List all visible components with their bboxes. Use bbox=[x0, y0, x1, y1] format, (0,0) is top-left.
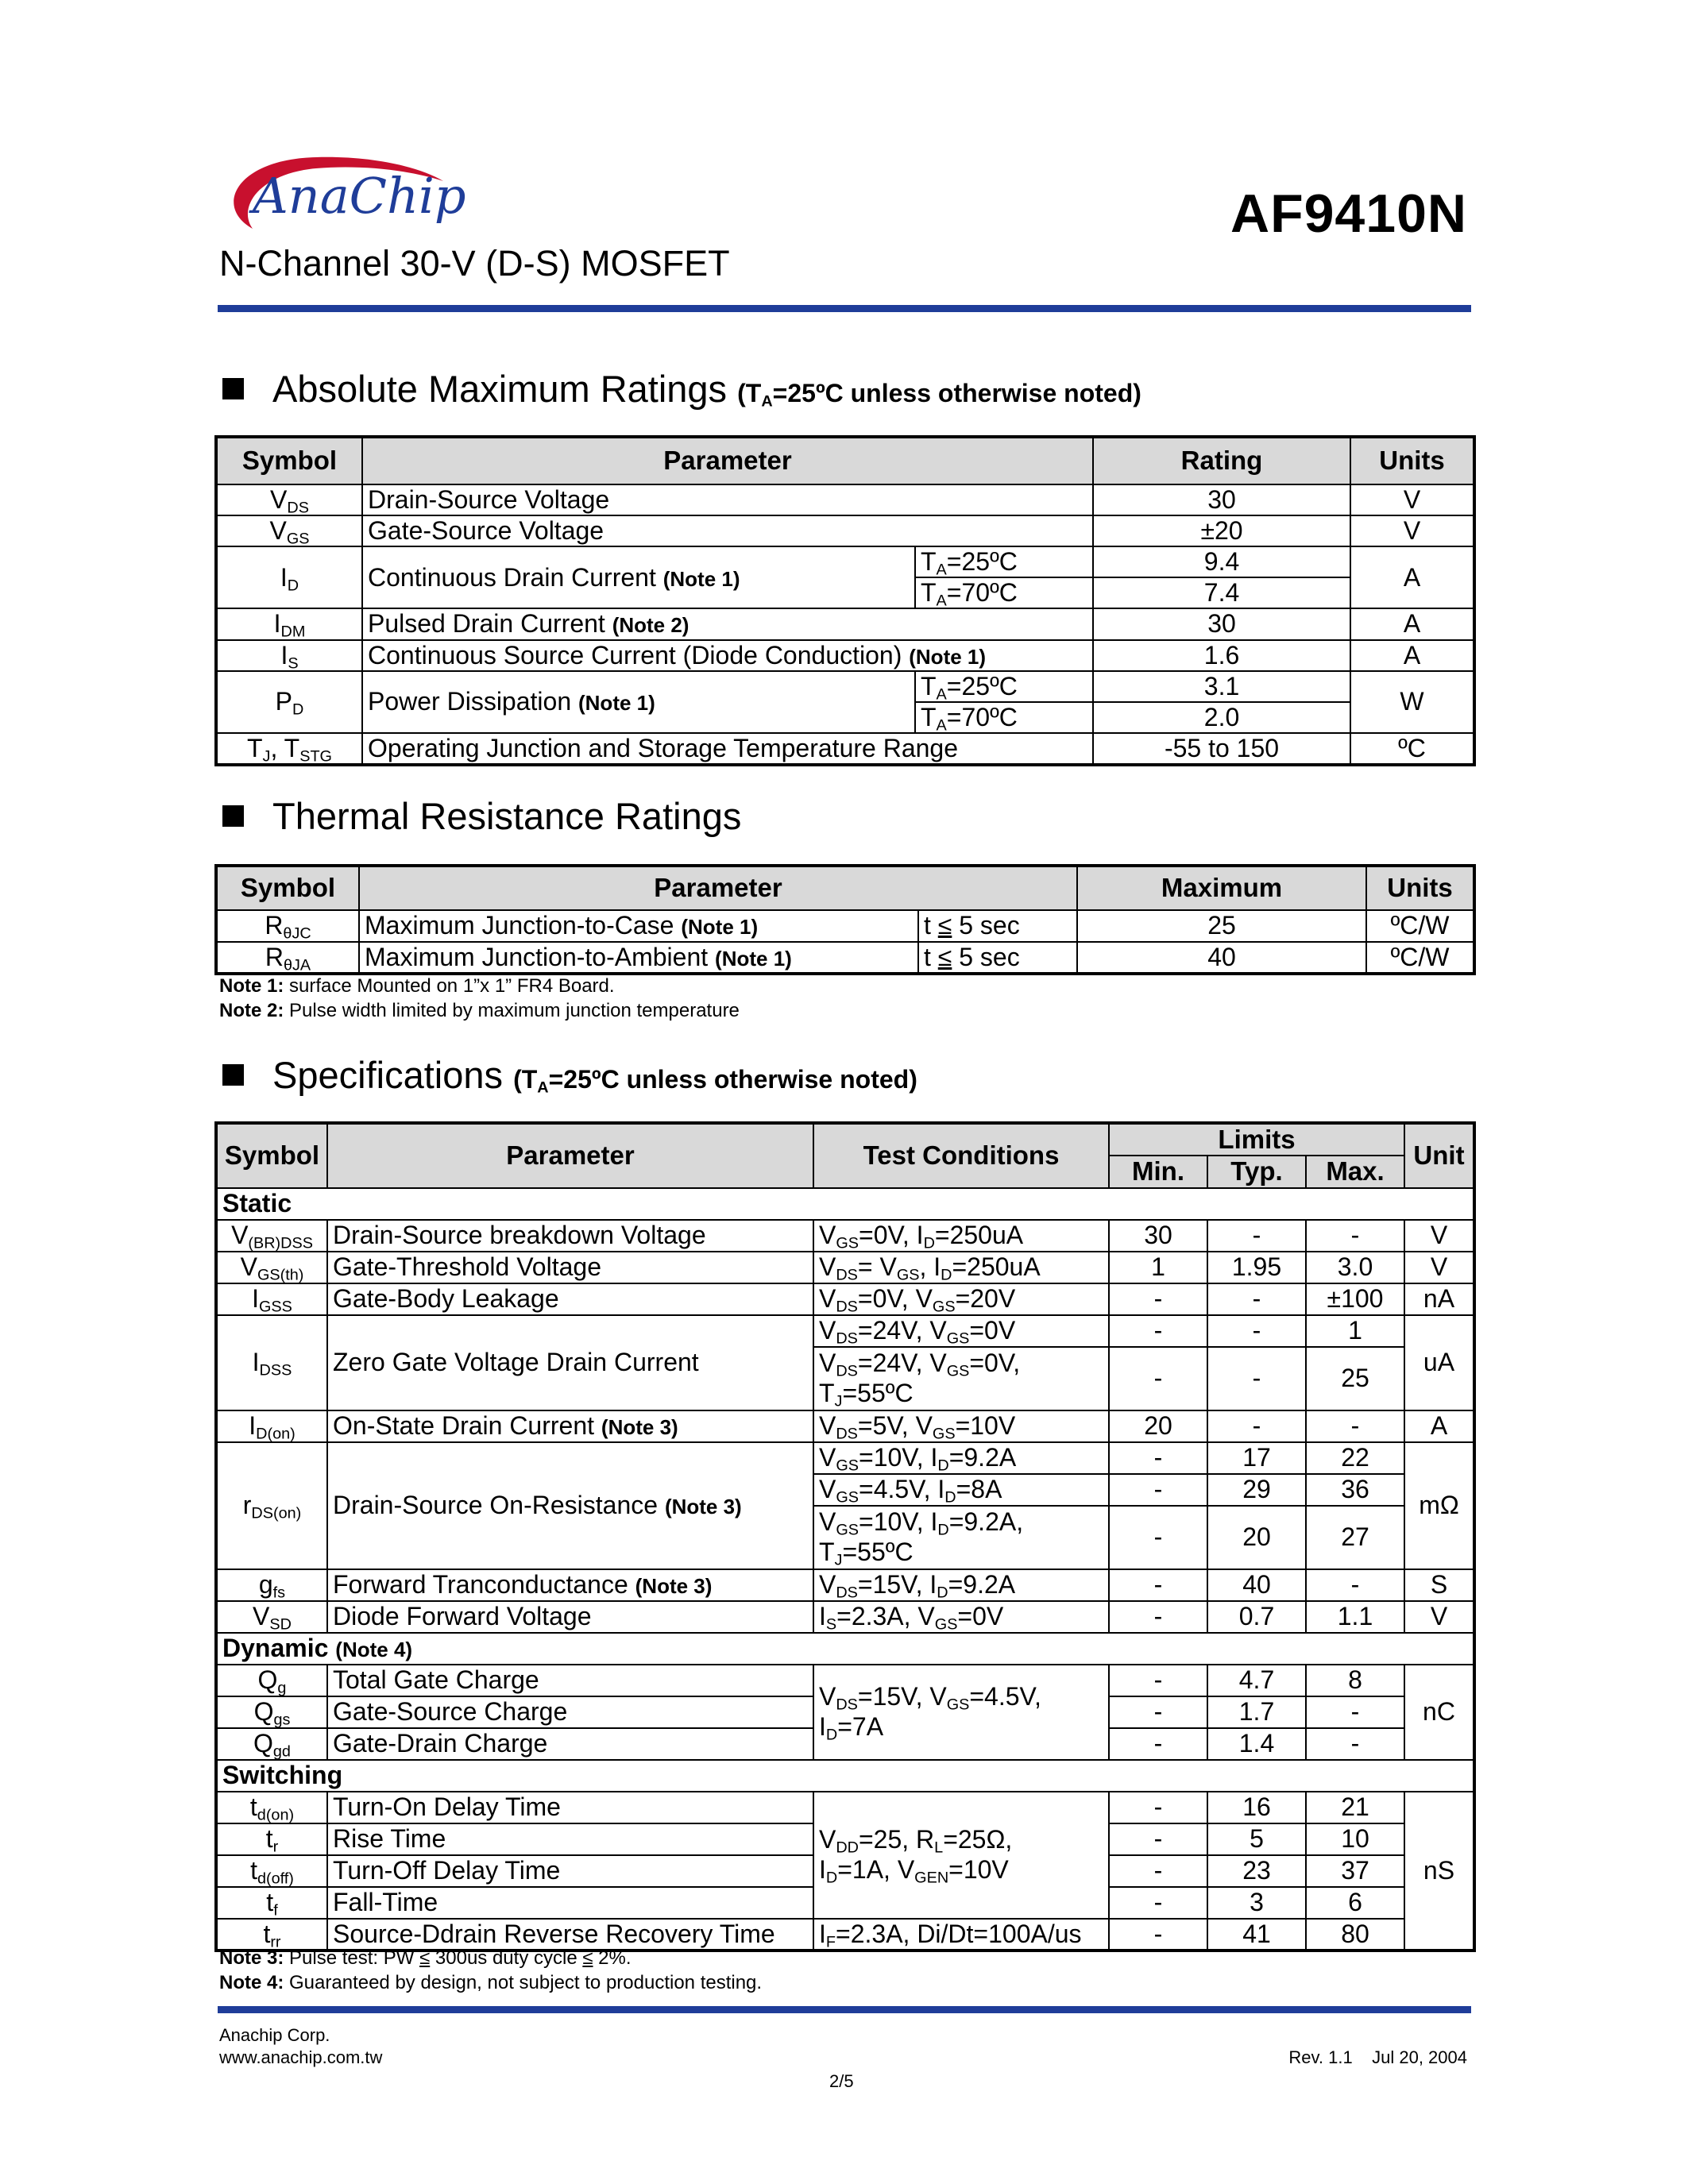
col-header: Limits bbox=[1109, 1123, 1404, 1156]
thermal-notes bbox=[219, 974, 740, 1023]
col-header: Units bbox=[1350, 437, 1474, 484]
table-row: $I_{D(on)}$ On-State Drain Current (Note 3) $V_{DS}=5V$, $V_{GS}=10V$ 20 - - A bbox=[216, 1410, 1474, 1442]
table-row: $V_{GS}$ Gate-Source Voltage ±20 V bbox=[216, 515, 1474, 546]
bullet-square-icon bbox=[222, 1064, 244, 1086]
table-row: $T_J$, $T_{STG}$ Operating Junction and Storage Temperature Range -55 to 150 ºC bbox=[216, 733, 1474, 765]
section-heading-thermal: Thermal Resistance Ratings bbox=[222, 794, 741, 838]
table-row: $V_{GS}=10V$, $I_D=9.2A$, $T_J=55ºC$ - 20 27 bbox=[216, 1506, 1474, 1569]
bullet-square-icon bbox=[222, 378, 244, 399]
group-row-switching: Switching bbox=[216, 1760, 1474, 1792]
col-header: Unit bbox=[1404, 1123, 1474, 1188]
header-rule bbox=[218, 305, 1471, 312]
col-header: Maximum bbox=[1077, 866, 1366, 910]
specifications-table bbox=[214, 1121, 1476, 1952]
table-row: $V_{(BR)DSS}$ Drain-Source breakdown Voltage $V_{GS}=0V$, $I_D=250uA$ 30 - - V bbox=[216, 1220, 1474, 1252]
bullet-square-icon bbox=[222, 805, 244, 827]
table-row: $V_{GS(th)}$ Gate-Threshold Voltage $V_{DS}= V_{GS}$, $I_D=250uA$ 1 1.95 3.0 V bbox=[216, 1252, 1474, 1283]
table-row: $I_{DM}$ Pulsed Drain Current (Note 2) 30 A bbox=[216, 608, 1474, 639]
table-row: $V_{DS}=24V$, $V_{GS}=0V$, $T_J=55ºC$ - - 25 bbox=[216, 1347, 1474, 1410]
table-row: $I_{GSS}$ Gate-Body Leakage $V_{DS}=0V$, $V_{GS}=20V$ - - ±100 nA bbox=[216, 1283, 1474, 1315]
col-header: Symbol bbox=[216, 437, 362, 484]
col-header: Units bbox=[1366, 866, 1474, 910]
table-row: $t_{rr}$ Source-Ddrain Reverse Recovery Time $I_F=2.3A$, Di/Dt=100A/us - 41 80 bbox=[216, 1919, 1474, 1951]
group-row-dynamic: Dynamic (Note 4) bbox=[216, 1633, 1474, 1665]
anachip-logo bbox=[221, 151, 483, 238]
thermal-table bbox=[214, 864, 1476, 975]
document-subtitle: N-Channel 30-V (D-S) MOSFET bbox=[219, 243, 730, 284]
table-row: $Q_{gd}$ Gate-Drain Charge - 1.4 - bbox=[216, 1728, 1474, 1760]
footer-company: Anachip Corp. bbox=[219, 2025, 330, 2045]
table-row: $Q_{gs}$ Gate-Source Charge - 1.7 - bbox=[216, 1696, 1474, 1728]
table-row: $V_{GS}=4.5V$, $I_D=8A$ - 29 36 bbox=[216, 1474, 1474, 1506]
table-row: $P_D$ Power Dissipation (Note 1) $T_A=25ºC$ 3.1 W bbox=[216, 671, 1474, 702]
table-row: $I_{DSS}$ Zero Gate Voltage Drain Current $V_{DS}=24V$, $V_{GS}=0V$ - - 1 uA bbox=[216, 1315, 1474, 1347]
footer-revision: Rev. 1.1 Jul 20, 2004 bbox=[1288, 2047, 1467, 2067]
col-header: Typ. bbox=[1207, 1156, 1306, 1187]
table-row: $V_{SD}$ Diode Forward Voltage $I_S=2.3A$, $V_{GS}=0V$ - 0.7 1.1 V bbox=[216, 1601, 1474, 1633]
col-header: Min. bbox=[1109, 1156, 1207, 1187]
table-row: $t_r$ Rise Time - 5 10 bbox=[216, 1823, 1474, 1855]
col-header: Rating bbox=[1093, 437, 1350, 484]
col-header: Max. bbox=[1306, 1156, 1404, 1187]
table-row: $R_{\theta JC}$ Maximum Junction-to-Case (Note 1) t ≤ 5 sec 25 ºC/W bbox=[216, 910, 1474, 942]
page-number: 2/5 bbox=[829, 2071, 854, 2091]
table-row: $I_D$ Continuous Drain Current (Note 1) $T_A=25ºC$ 9.4 A bbox=[216, 546, 1474, 577]
col-header: Parameter bbox=[359, 866, 1077, 910]
note-line: Note 2: Pulse width limited by maximum junction temperature bbox=[219, 1000, 740, 1021]
table-row: $T_A=70ºC$ 7.4 bbox=[216, 577, 1474, 608]
col-header: Parameter bbox=[327, 1123, 813, 1188]
svg-text:AnaChip: AnaChip bbox=[253, 167, 466, 225]
table-row: $Q_g$ Total Gate Charge $V_{DS}=15V$, $V_{GS}=4.5V$, $I_D=7A$ - 4.7 8 nC bbox=[216, 1665, 1474, 1696]
col-header: Symbol bbox=[216, 1123, 327, 1188]
col-header: Symbol bbox=[216, 866, 359, 910]
table-row: $T_A=70ºC$ 2.0 bbox=[216, 702, 1474, 733]
table-row: $V_{DS}$ Drain-Source Voltage 30 V bbox=[216, 484, 1474, 515]
note-line: Note 4: Guaranteed by design, not subject to production testing. bbox=[219, 1972, 763, 1993]
section-heading-absolute-max: Absolute Maximum Ratings ($T_A=25ºC$ unless otherwise noted) bbox=[222, 367, 1141, 411]
note-line: Note 1: surface Mounted on 1”x 1” FR4 Board. bbox=[219, 975, 615, 997]
note-line: Note 3: Pulse test: PW ≤ 300us duty cycle ≤ 2%. bbox=[219, 1947, 632, 1969]
table-row: $t_f$ Fall-Time - 3 6 bbox=[216, 1887, 1474, 1919]
section-heading-specifications: Specifications ($T_A=25ºC$ unless otherwise noted) bbox=[222, 1053, 917, 1097]
table-row: $t_{d(on)}$ Turn-On Delay Time $V_{DD}=25$, $R_L=25\Omega$, $I_D=1A$, $V_{GEN}=10V$ - 16 21 nS bbox=[216, 1792, 1474, 1823]
table-row: $I_S$ Continuous Source Current (Diode Conduction) (Note 1) 1.6 A bbox=[216, 640, 1474, 671]
table-row: $t_{d(off)}$ Turn-Off Delay Time - 23 37 bbox=[216, 1855, 1474, 1887]
col-header: Parameter bbox=[362, 437, 1093, 484]
col-header: Test Conditions bbox=[813, 1123, 1109, 1188]
absolute-max-table bbox=[214, 435, 1476, 766]
part-number: AF9410N bbox=[1230, 183, 1467, 244]
table-row: $R_{\theta JA}$ Maximum Junction-to-Ambient (Note 1) t ≤ 5 sec 40 ºC/W bbox=[216, 942, 1474, 974]
footer-website[interactable]: www.anachip.com.tw bbox=[219, 2047, 383, 2067]
specifications-notes bbox=[219, 1946, 762, 1995]
table-row: $r_{DS(on)}$ Drain-Source On-Resistance (Note 3) $V_{GS}=10V$, $I_D=9.2A$ - 17 22 mΩ bbox=[216, 1442, 1474, 1474]
group-row-static: Static bbox=[216, 1188, 1474, 1220]
table-row: $g_{fs}$ Forward Tranconductance (Note 3) $V_{DS}=15V$, $I_D=9.2A$ - 40 - S bbox=[216, 1569, 1474, 1601]
footer-rule bbox=[218, 2006, 1471, 2013]
